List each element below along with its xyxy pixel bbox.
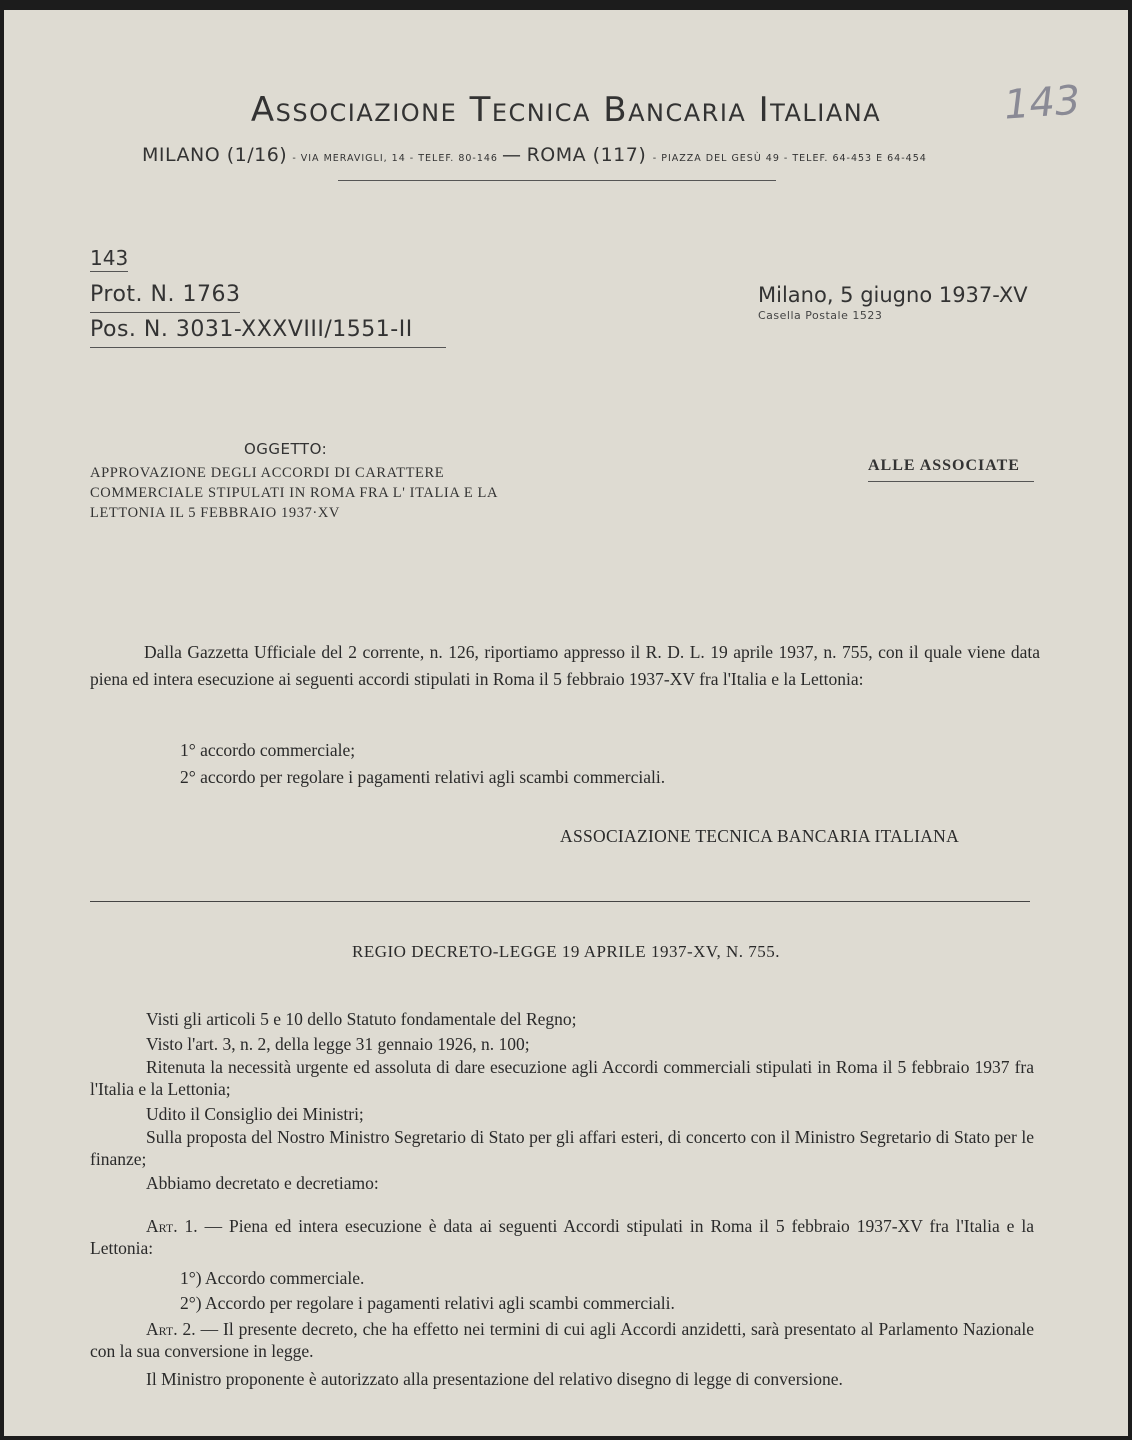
po-box: Casella Postale 1523 [758,309,883,322]
preamble-udito: Udito il Consiglio dei Ministri; [146,1104,364,1124]
preamble-abbiamo: Abbiamo decretato e decretiamo: [146,1173,379,1193]
decree-preamble-5 [90,1126,1034,1170]
article-1-item-1: 1°) Accordo commerciale. [180,1268,365,1288]
article-2 [90,1318,1034,1362]
document-page [4,10,1128,1436]
decree-title: REGIO DECRETO-LEGGE 19 APRILE 1937-XV, N. 755. [352,942,780,961]
final-paragraph [90,1366,1034,1393]
preamble-ritenuta: Ritenuta la necessità urgente ed assoluta di dare esecuzione agli Accordi commerciali stipulati in Roma il 5 febbraio 1937 fra l'Italia e la Lettonia; [90,1057,1034,1099]
accord-item-1: 1° accordo commerciale; [180,740,356,760]
signature: ASSOCIAZIONE TECNICA BANCARIA ITALIANA [560,826,960,846]
reference-number: 143 [90,246,129,270]
position-underline [90,347,446,348]
recipient: ALLE ASSOCIATE [868,457,1020,474]
milano-city: MILANO (1/16) [142,144,288,166]
article-1-item-2: 2°) Accordo per regolare i pagamenti relativi agli scambi commerciali. [180,1293,675,1313]
decree-preamble-4 [90,1101,1034,1128]
address-separator: — [501,144,522,166]
decree-preamble-6 [90,1170,1034,1197]
place-date: Milano, 5 giugno 1937-XV [758,283,1028,307]
protocol-underline [90,312,240,313]
preamble-visti: Visti gli articoli 5 e 10 dello Statuto fondamentale del Regno; [146,1009,577,1029]
position-number: Pos. N. 3031-XXXVIII/1551-II [90,317,413,342]
roma-city: ROMA (117) [526,144,653,166]
article-2-text: — Il presente decreto, che ha effetto nei termini di cui agli Accordi anzidetti, sarà presentato al Parlamento Nazionale con la sua conversione in legge. [90,1319,1034,1361]
reference-number-underline [90,271,128,272]
section-divider [90,901,1030,902]
roma-address: - PIAZZA DEL GESÙ 49 - TELEF. 64-453 E 64-454 [652,153,927,164]
preamble-visto: Visto l'art. 3, n. 2, della legge 31 gennaio 1926, n. 100; [146,1034,530,1054]
intro-text: Dalla Gazzetta Ufficiale del 2 corrente, n. 126, riportiamo appresso il R. D. L. 19 aprile 1937, n. 755, con il quale viene data piena ed intera esecuzione ai seguenti accordi stipulati in Roma il 5 febbraio 1937-XV fra l'Italia e la Lettonia: [90,642,1040,689]
article-2-paragraph [90,1318,1034,1362]
subject-label: OGGETTO: [244,440,328,458]
handwritten-page-number: 143 [1002,77,1082,129]
article-2-label: Art. 2. [146,1319,196,1339]
article-1-label: Art. 1. [146,1216,198,1236]
article-1-paragraph [90,1215,1034,1259]
milano-address: - VIA MERAVIGLI, 14 - TELEF. 80-146 [292,153,502,164]
decree-preamble-3 [90,1056,1034,1100]
letterhead-rule [338,180,776,181]
preamble-sulla: Sulla proposta del Nostro Ministro Segretario di Stato per gli affari esteri, di concerto con il Ministro Segretario di Stato per le finanze; [90,1127,1034,1169]
recipient-underline [868,481,1034,482]
organization-name: Associazione Tecnica Bancaria Italiana [250,90,882,130]
accord-item-2: 2° accordo per regolare i pagamenti relativi agli scambi commerciali. [180,767,666,787]
letterhead-address [142,144,1002,166]
protocol-number: Prot. N. 1763 [90,282,241,307]
article-1 [90,1215,1034,1259]
subject-text: APPROVAZIONE DEGLI ACCORDI DI CARATTERE COMMERCIALE STIPULATI IN ROMA FRA L' ITALIA E LA LETTONIA IL 5 FEBBRAIO 1937·XV [90,465,498,521]
intro-paragraph [90,639,1040,693]
decree-preamble-2 [90,1031,1034,1058]
article-1-text: — Piena ed intera esecuzione è data ai seguenti Accordi stipulati in Roma il 5 febbraio 1937-XV fra l'Italia e la Lettonia: [90,1216,1034,1258]
decree-preamble [90,1006,1034,1033]
final-text: Il Ministro proponente è autorizzato alla presentazione del relativo disegno di legge di conversione. [146,1369,843,1389]
